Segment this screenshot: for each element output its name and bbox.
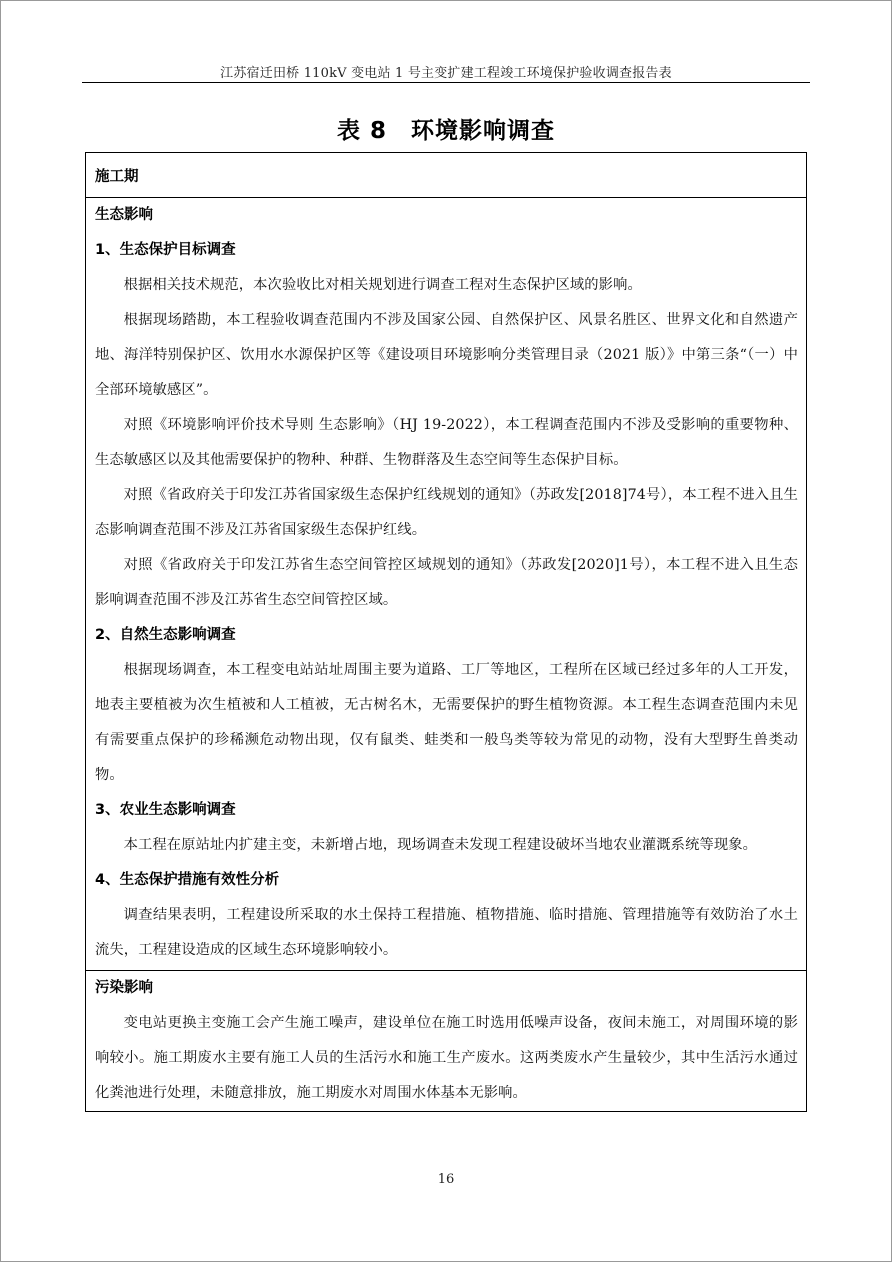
section-title-4: 4、生态保护措施有效性分析 [95,872,280,888]
paragraph: 对照《省政府关于印发江苏省国家级生态保护红线规划的通知》（苏政发[2018]74号），本工程不进入且生态影响调查范围不涉及江苏省国家级生态保护红线。 [95,487,798,538]
section-title-3: 3、农业生态影响调查 [95,802,236,818]
paragraph: 对照《省政府关于印发江苏省生态空间管控区域规划的通知》（苏政发[2020]1号），本工程不进入且生态影响调查范围不涉及江苏省生态空间管控区域。 [95,557,798,608]
construction-period-label: 施工期 [95,168,139,185]
paragraph: 根据现场调查，本工程变电站站址周围主要为道路、工厂等地区，工程所在区域已经过多年的人工开发，地表主要植被为次生植被和人工植被，无古树名木，无需要保护的野生植物资源。本工程生态调查范围内未见有需要重点保护的珍稀濒危动物出现，仅有鼠类、蛙类和一般鸟类等较为常见的动物，没有大型野生兽类动物。 [95,662,798,783]
page-title: 表 8 环境影响调查 [336,118,555,144]
paragraph: 对照《环境影响评价技术导则 生态影响》（HJ 19-2022），本工程调查范围内不涉及受影响的重要物种、生态敏感区以及其他需要保护的物种、种群、生物群落及生态空间等生态保护目标。 [95,417,798,468]
pollution-impact-label: 污染影响 [95,980,153,996]
construction-period-row [86,153,806,198]
paragraph: 根据相关技术规范，本次验收比对相关规划进行调查工程对生态保护区域的影响。 [123,277,642,293]
page-number: 16 [437,1172,455,1187]
section-title-2: 2、自然生态影响调查 [95,627,236,643]
running-header: 江苏宿迁田桥 110kV 变电站 1 号主变扩建工程竣工环境保护验收调查报告表 [220,66,672,81]
paragraph: 根据现场踏勘，本工程验收调查范围内不涉及国家公园、自然保护区、风景名胜区、世界文化和自然遗产地、海洋特别保护区、饮用水水源保护区等《建设项目环境影响分类管理目录（2021 版）》中第三条“（一）中全部环境敏感区”。 [95,312,798,398]
section-title-1: 1、生态保护目标调查 [95,242,236,258]
ecology-impact-cell [86,198,806,971]
pollution-impact-cell [86,971,806,1111]
paragraph: 本工程在原站址内扩建主变，未新增占地，现场调查未发现工程建设破坏当地农业灌溉系统等现象。 [123,837,758,853]
paragraph: 变电站更换主变施工会产生施工噪声，建设单位在施工时选用低噪声设备，夜间未施工，对周围环境的影响较小。施工期废水主要有施工人员的生活污水和施工生产废水。这两类废水产生量较少，其中生活污水通过化粪池进行处理，未随意排放，施工期废水对周围水体基本无影响。 [95,1015,798,1101]
header-rule [82,82,810,83]
ecology-impact-label: 生态影响 [95,207,153,223]
survey-table [85,152,807,1112]
paragraph: 调查结果表明，工程建设所采取的水土保持工程措施、植物措施、临时措施、管理措施等有效防治了水土流失，工程建设造成的区域生态环境影响较小。 [95,907,798,958]
